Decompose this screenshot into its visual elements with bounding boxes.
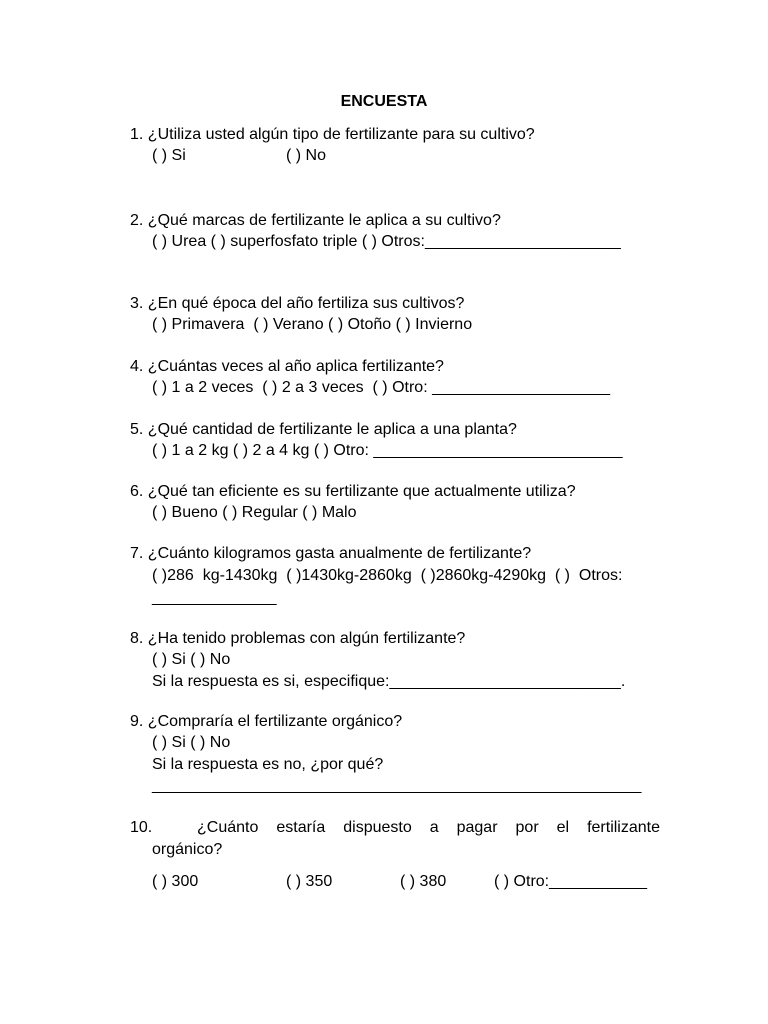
- question-3: 3. ¿En qué época del año fertiliza sus cultivos?: [130, 295, 465, 312]
- q10-option-otro: ( ) Otro:___________: [494, 873, 647, 890]
- question-1: 1. ¿Utiliza usted algún tipo de fertilizante para su cultivo?: [130, 126, 535, 143]
- question-10-continued: orgánico?: [152, 841, 223, 858]
- q1-option-no: ( ) No: [286, 147, 326, 164]
- question-6: 6. ¿Qué tan eficiente es su fertilizante que actualmente utiliza?: [130, 483, 576, 500]
- question-5: 5. ¿Qué cantidad de fertilizante le aplica a una planta?: [130, 421, 517, 438]
- question-4: 4. ¿Cuántas veces al año aplica fertilizante?: [130, 358, 444, 375]
- q8-answer: ( ) Si ( ) No: [152, 651, 231, 668]
- question-8: 8. ¿Ha tenido problemas con algún fertilizante?: [130, 630, 466, 647]
- q7-blank: ______________: [152, 589, 277, 606]
- question-10-number: 10.: [130, 819, 153, 836]
- q4-answer: ( ) 1 a 2 veces ( ) 2 a 3 veces ( ) Otro: ____________________: [152, 379, 611, 396]
- q1-option-si: ( ) Si: [152, 147, 186, 164]
- question-10: ¿Cuánto estaría dispuesto a pagar por el fertilizante: [197, 819, 660, 836]
- question-9: 9. ¿Compraría el fertilizante orgánico?: [130, 713, 403, 730]
- question-2: 2. ¿Qué marcas de fertilizante le aplica a su cultivo?: [130, 212, 501, 229]
- page-title: ENCUESTA: [340, 93, 428, 110]
- question-7: 7. ¿Cuánto kilogramos gasta anualmente de fertilizante?: [130, 545, 532, 562]
- q6-answer: ( ) Bueno ( ) Regular ( ) Malo: [152, 504, 357, 521]
- q3-answer: ( ) Primavera ( ) Verano ( ) Otoño ( ) Invierno: [152, 316, 473, 333]
- q10-option-300: ( ) 300: [152, 873, 199, 890]
- q7-answer: ( )286 kg-1430kg ( )1430kg-2860kg ( )2860kg-4290kg ( ) Otros:: [152, 567, 623, 584]
- q5-answer: ( ) 1 a 2 kg ( ) 2 a 4 kg ( ) Otro: ____________________________: [152, 442, 623, 459]
- q10-option-350: ( ) 350: [286, 873, 333, 890]
- q9-followup: Si la respuesta es no, ¿por qué?: [152, 756, 384, 773]
- q9-answer: ( ) Si ( ) No: [152, 734, 231, 751]
- q9-blank: _______________________________________________________: [152, 777, 642, 794]
- q10-option-380: ( ) 380: [400, 873, 447, 890]
- q2-answer: ( ) Urea ( ) superfosfato triple ( ) Otros:______________________: [152, 233, 621, 250]
- q8-followup: Si la respuesta es si, especifique:__________________________.: [152, 673, 626, 690]
